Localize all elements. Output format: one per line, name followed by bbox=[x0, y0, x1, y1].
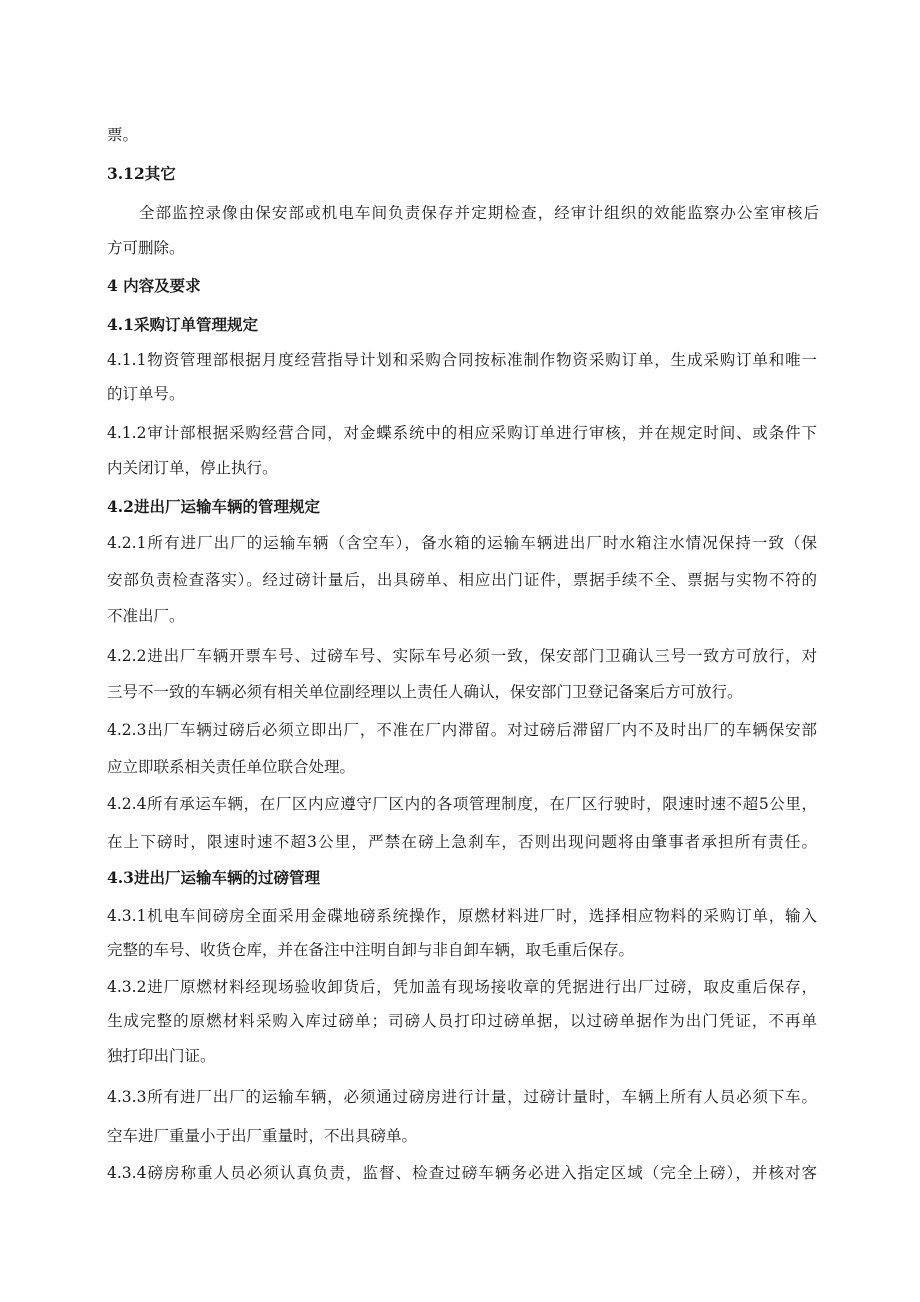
para-line: 全部监控录像由保安部或机电车间负责保存并定期检查，经审计组织的效能监察办公室审核后 bbox=[139, 204, 819, 222]
para-line: 4.3.2进厂原燃材料经现场验收卸货后，凭加盖有现场接收章的凭据进行出厂过磅，取皮重后保存， bbox=[107, 978, 817, 996]
para-line: 三号不一致的车辆必须有相关单位副经理以上责任人确认，保安部门卫登记备案后方可放行。 bbox=[107, 683, 743, 701]
para-line: 4.2.1所有进厂出厂的运输车辆（含空车），备水箱的运输车辆进出厂时水箱注水情况保持一致（保 bbox=[107, 534, 817, 552]
para-line: 4.3.1机电车间磅房全面采用金碟地磅系统操作，原燃材料进厂时，选择相应物料的采购订单，输入 bbox=[107, 907, 817, 925]
para-line: 完整的车号、收货仓库，并在备注中注明自卸与非自卸车辆，取毛重后保存。 bbox=[107, 941, 635, 959]
para-line: 4.2.3出厂车辆过磅后必须立即出厂，不准在厂内滞留。对过磅后滞留厂内不及时出厂的车辆保安部 bbox=[107, 721, 817, 739]
para-line: 在上下磅时，限速时速不超3公里，严禁在磅上急刹车，否则出现问题将由肇事者承担所有责任。 bbox=[107, 833, 817, 851]
para-line: 4.2.2进出厂车辆开票车号、过磅车号、实际车号必须一致，保安部门卫确认三号一致方可放行，对 bbox=[107, 647, 817, 665]
heading-4-3: 4.3进出厂运输车辆的过磅管理 bbox=[107, 868, 320, 887]
para-line: 内关闭订单，停止执行。 bbox=[107, 459, 278, 477]
heading-4-1: 4.1采购订单管理规定 bbox=[107, 315, 258, 334]
para-line: 票。 bbox=[107, 126, 139, 144]
para-line: 4.1.1物资管理部根据月度经营指导计划和采购合同按标准制作物资采购订单，生成采购订单和唯一 bbox=[107, 351, 817, 369]
para-line: 安部负责检查落实）。经过磅计量后，出具磅单、相应出门证件，票据手续不全、票据与实物不符的 bbox=[107, 571, 817, 589]
para-line: 生成完整的原燃材料采购入库过磅单；司磅人员打印过磅单据，以过磅单据作为出门凭证，不再单 bbox=[107, 1012, 817, 1030]
para-line: 4.3.4磅房称重人员必须认真负责，监督、检查过磅车辆务必进入指定区域（完全上磅），并核对客 bbox=[107, 1164, 817, 1182]
para-line: 4.3.3所有进厂出厂的运输车辆，必须通过磅房进行计量，过磅计量时，车辆上所有人员必须下车。 bbox=[107, 1088, 817, 1106]
heading-4: 4 内容及要求 bbox=[107, 276, 201, 295]
para-line: 不准出厂。 bbox=[107, 607, 185, 625]
heading-3-12: 3.12其它 bbox=[107, 164, 176, 183]
para-line: 4.1.2审计部根据采购经营合同，对金蝶系统中的相应采购订单进行审核，并在规定时间、或条件下 bbox=[107, 424, 817, 442]
para-line: 空车进厂重量小于出厂重量时，不出具磅单。 bbox=[107, 1127, 418, 1145]
para-line: 的订单号。 bbox=[107, 385, 185, 403]
para-line: 应立即联系相关责任单位联合处理。 bbox=[107, 758, 356, 776]
para-line: 独打印出门证。 bbox=[107, 1047, 216, 1065]
heading-4-2: 4.2进出厂运输车辆的管理规定 bbox=[107, 497, 320, 516]
para-line: 4.2.4所有承运车辆，在厂区内应遵守厂区内的各项管理制度，在厂区行驶时，限速时速不超5公里， bbox=[107, 795, 817, 813]
para-line: 方可删除。 bbox=[107, 239, 185, 257]
